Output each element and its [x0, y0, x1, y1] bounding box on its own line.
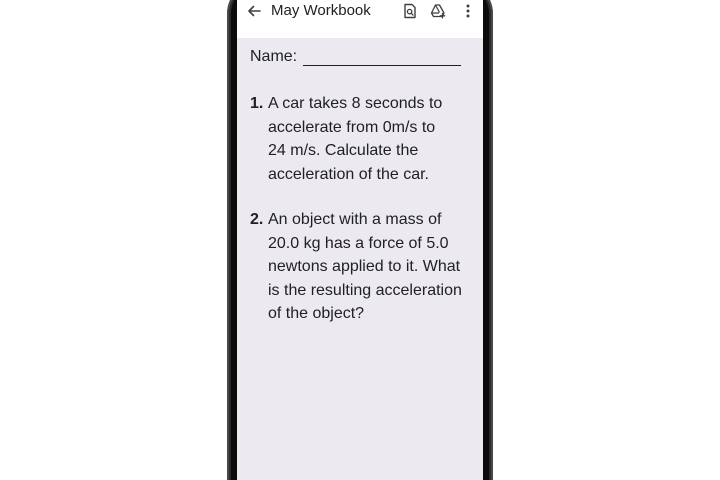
arrow-back-icon [247, 4, 261, 18]
question-text-line: is the resulting acceleration [268, 281, 462, 299]
question-text-line: accelerate from 0m/s to [268, 118, 436, 136]
document-title: May Workbook [271, 2, 371, 19]
more-vertical-icon [465, 3, 471, 19]
question-text-line: 24 m/s. Calculate the [268, 142, 419, 159]
document-body[interactable] [237, 38, 483, 480]
question-text-line: 20.0 kg has a force of 5.0 [268, 234, 449, 252]
document-outline-button[interactable] [401, 1, 419, 21]
document-outline-icon [403, 3, 417, 19]
question-text [268, 92, 480, 186]
question-text-line: A car takes 8 seconds to [268, 95, 443, 112]
question-text-line: acceleration of the car. [268, 165, 429, 183]
drive-add-icon [430, 3, 446, 19]
question-number: 2. [250, 211, 264, 228]
question-number: 1. [250, 95, 264, 112]
question-text-line: of the object? [268, 305, 365, 322]
more-options-button[interactable] [459, 1, 477, 21]
name-label: Name: [250, 48, 298, 65]
app-bar [237, 0, 483, 38]
question-text [268, 208, 480, 326]
question-text-line: newtons applied to it. What [268, 258, 461, 275]
back-button[interactable] [245, 0, 263, 22]
phone-screen [237, 0, 483, 480]
name-blank-line [303, 65, 461, 66]
drive-add-button[interactable] [429, 1, 447, 21]
question-text-line: An object with a mass of [268, 211, 442, 228]
